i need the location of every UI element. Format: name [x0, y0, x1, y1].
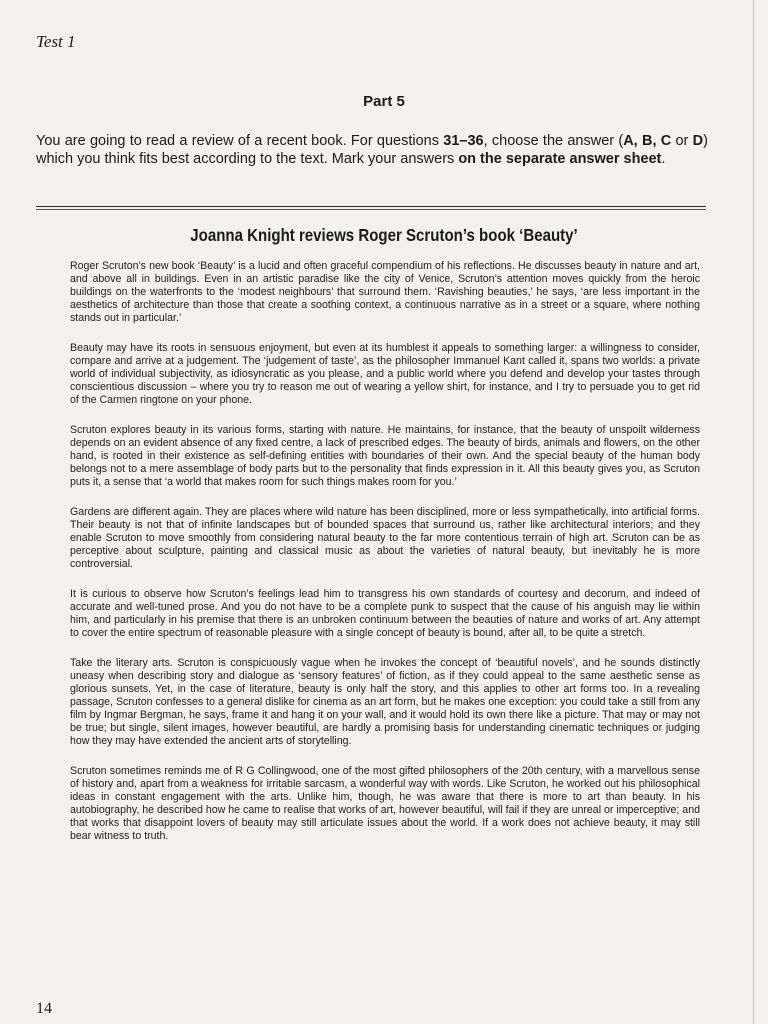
article-paragraph: Scruton sometimes reminds me of R G Collingwood, one of the most gifted philosophers of the 20th century, with a marvellous sense of history and, apart from a weakness for irritable sarcasm, a wonderful way with words. Like Scruton, he worked out his philosophical ideas in constant engagement with the arts. Unlike him, though, he was aware that there is more to art than beauty. In his autobiography, he described how he came to realise that works of art, however beautiful, will fail if they are unreal or imperceptive; and that works that disappoint lovers of beauty may still articulate issues about the world. If a work does not achieve beauty, it may still bear witness to truth. [70, 764, 700, 843]
article-title: Joanna Knight reviews Roger Scruton’s book ‘Beauty’ [190, 225, 578, 245]
instructions-text-3: or [671, 133, 693, 149]
article-paragraph: Scruton explores beauty in its various forms, starting with nature. He maintains, for instance, that the beauty of unspoilt wilderness depends on an evident absence of any fixed centre, a lack of prescribed edges. The beauty of birds, animals and flowers, on the other hand, is rooted in their existence as self-defining entities with boundaries of their own. And the special beauty of the human body belongs not to a mere assemblage of body parts but to the personality that finds expression in it. All this beauty gives you, as Scruton puts it, a sense that ‘a world that makes room for such things makes room for you.’ [70, 423, 700, 489]
article-paragraph: Roger Scruton’s new book ‘Beauty’ is a lucid and often graceful compendium of his reflections. He discusses beauty in nature and art, and above all in buildings. Even in an artistic paradise like the city of Venice, Scruton’s attention moves quickly from the heroic buildings on the waterfronts to the ‘modest neighbours’ that surround them. ‘Ravishing beauties,’ he says, ‘are less important in the aesthetics of architecture than those that create a soothing context, a continuous narrative as in a street or a square, where nothing stands out in particular.’ [70, 260, 700, 325]
article-paragraph: Gardens are different again. They are places where wild nature has been disciplined, more or less sympathetically, into artificial forms. Their beauty is not that of infinite landscapes but of bounded spaces that surround us, rather like architectural interiors; and they enable Scruton to move smoothly from considering natural beauty to the far more contentious terrain of high art. Scruton can be as perceptive about sculpture, painting and classical music as about the varieties of natural beauty, but inevitably he is more controversial. [70, 505, 700, 571]
instructions-options: A, B, C [623, 133, 672, 149]
page-edge [753, 0, 754, 1024]
instructions-option-last: D [692, 133, 704, 149]
part-title: Part 5 [363, 93, 405, 110]
instructions-text-4: ) which you think fits best according to the text. Mark your answers [36, 133, 708, 167]
instructions-emphasis: on the separate answer sheet [458, 151, 662, 167]
section-divider-secondary [36, 209, 706, 210]
article-body [70, 260, 700, 860]
instructions-text-5: . [661, 151, 666, 167]
test-label: Test 1 [36, 32, 76, 51]
section-divider [36, 206, 706, 207]
article-paragraph: Take the literary arts. Scruton is conspicuously vague when he invokes the concept of ‘beautiful novels’, and he sounds distinctly uneasy when describing story and dialogue as ‘sensory features’ of fiction, as if they could appeal to the same aesthetic sense as glorious sunsets. Yet, in the case of literature, beauty is only half the story, and this applies to other art forms too. In a revealing passage, Scruton confesses to a general dislike for cinema as an art form, but he makes one exception: you could take a still from any film by Ingmar Bergman, he says, frame it and hang it on your wall, and it would hold its own there like a picture. That may or may not be true; but single, silent images, however beautiful, are hardly a promising basis for understanding cinematic techniques or judging how they may have extended the ancient arts of storytelling. [70, 656, 700, 748]
instructions-text-1: You are going to read a review of a recent book. For questions [36, 133, 444, 149]
instructions-text-2: , choose the answer ( [483, 133, 624, 149]
page-number: 14 [36, 1000, 52, 1017]
instructions-question-range: 31–36 [443, 133, 484, 149]
article-paragraph: It is curious to observe how Scruton’s feelings lead him to transgress his own standards of courtesy and decorum, and indeed of accurate and well-tuned prose. And you do not have to be a complete punk to suspect that the cause of his anguish may lie within him, and particularly in his premise that there is an unbroken continuum between the beauties of nature and works of art. Any attempt to cover the entire spectrum of reasonable pleasure with a single concept of beauty is bound, after all, to be quite a stretch. [70, 587, 700, 640]
instructions [36, 132, 708, 168]
article-paragraph: Beauty may have its roots in sensuous enjoyment, but even at its humblest it appeals to something larger: a willingness to consider, compare and arrive at a judgement. The ‘judgement of taste’, as the philosopher Immanuel Kant called it, spans two worlds: a private world of individual subjectivity, as idiosyncratic as you please, and a public world where you defend and develop your tastes through conscientious discussion – where you try to reason me out of wearing a yellow shirt, for instance, and I try to persuade you to get rid of the Carmen ringtone on your phone. [70, 341, 700, 407]
